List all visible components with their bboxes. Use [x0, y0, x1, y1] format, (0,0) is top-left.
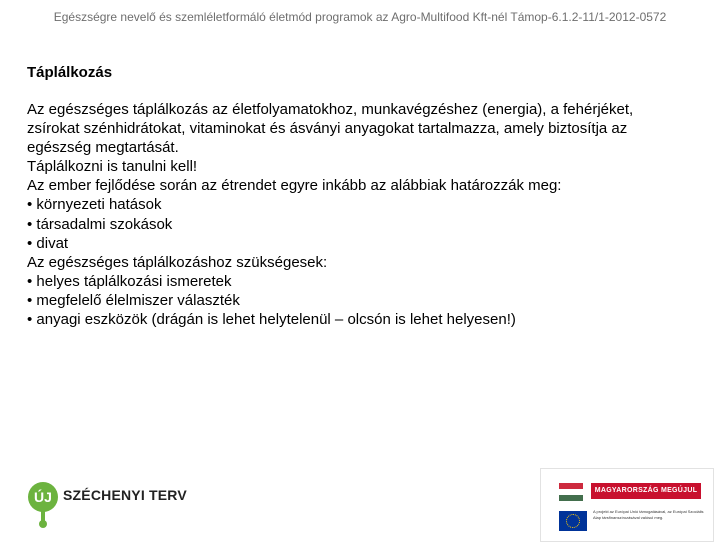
- bullet-item: • társadalmi szokások: [27, 215, 173, 233]
- eu-funding-text: A projekt az Európai Unió támogatásával, az Európai Szociális Alap társfinanszírozásával valósul meg.: [593, 509, 704, 520]
- megujul-banner: MAGYARORSZÁG MEGÚJUL: [591, 483, 701, 499]
- bullet-item: • környezeti hatások: [27, 196, 162, 214]
- slide-body: [27, 100, 707, 329]
- location-pin-icon: [28, 482, 58, 526]
- slide-title: Táplálkozás: [27, 64, 113, 81]
- szechenyi-logo-text: SZÉCHENYI TERV: [63, 487, 187, 503]
- eu-flag-icon: [559, 511, 587, 531]
- bullet-item: • anyagi eszközök (drágán is lehet helytelenül – olcsón is lehet helyesen!): [27, 311, 516, 329]
- body-line: Táplálkozni is tanulni kell!: [27, 158, 198, 176]
- presentation-header: Egészségre nevelő és szemléletformáló életmód programok az Agro-Multifood Kft-nél Támop-6.1.2-11/1-2012-0572: [53, 10, 667, 24]
- body-line: Az egészséges táplálkozáshoz szükségesek:: [27, 253, 328, 271]
- bullet-item: • divat: [27, 234, 69, 252]
- body-line: zsírokat szénhidrátokat, vitaminokat és ásványi anyagokat tartalmazza, amely biztosítja az: [27, 120, 628, 138]
- body-line: egészség megtartását.: [27, 139, 179, 157]
- szechenyi-terv-logo: [25, 478, 187, 528]
- bullet-item: • megfelelő élelmiszer választék: [27, 291, 240, 309]
- hungarian-flag-icon: [559, 483, 583, 501]
- uj-mark: ÚJ: [28, 482, 58, 512]
- body-line: Az egészséges táplálkozás az életfolyamatokhoz, munkavégzéshez (energia), a fehérjéket,: [27, 101, 634, 118]
- magyarorszag-megujul-logo: [540, 468, 714, 542]
- bullet-item: • helyes táplálkozási ismeretek: [27, 272, 232, 290]
- body-line: Az ember fejlődése során az étrendet egyre inkább az alábbiak határozzák meg:: [27, 177, 562, 195]
